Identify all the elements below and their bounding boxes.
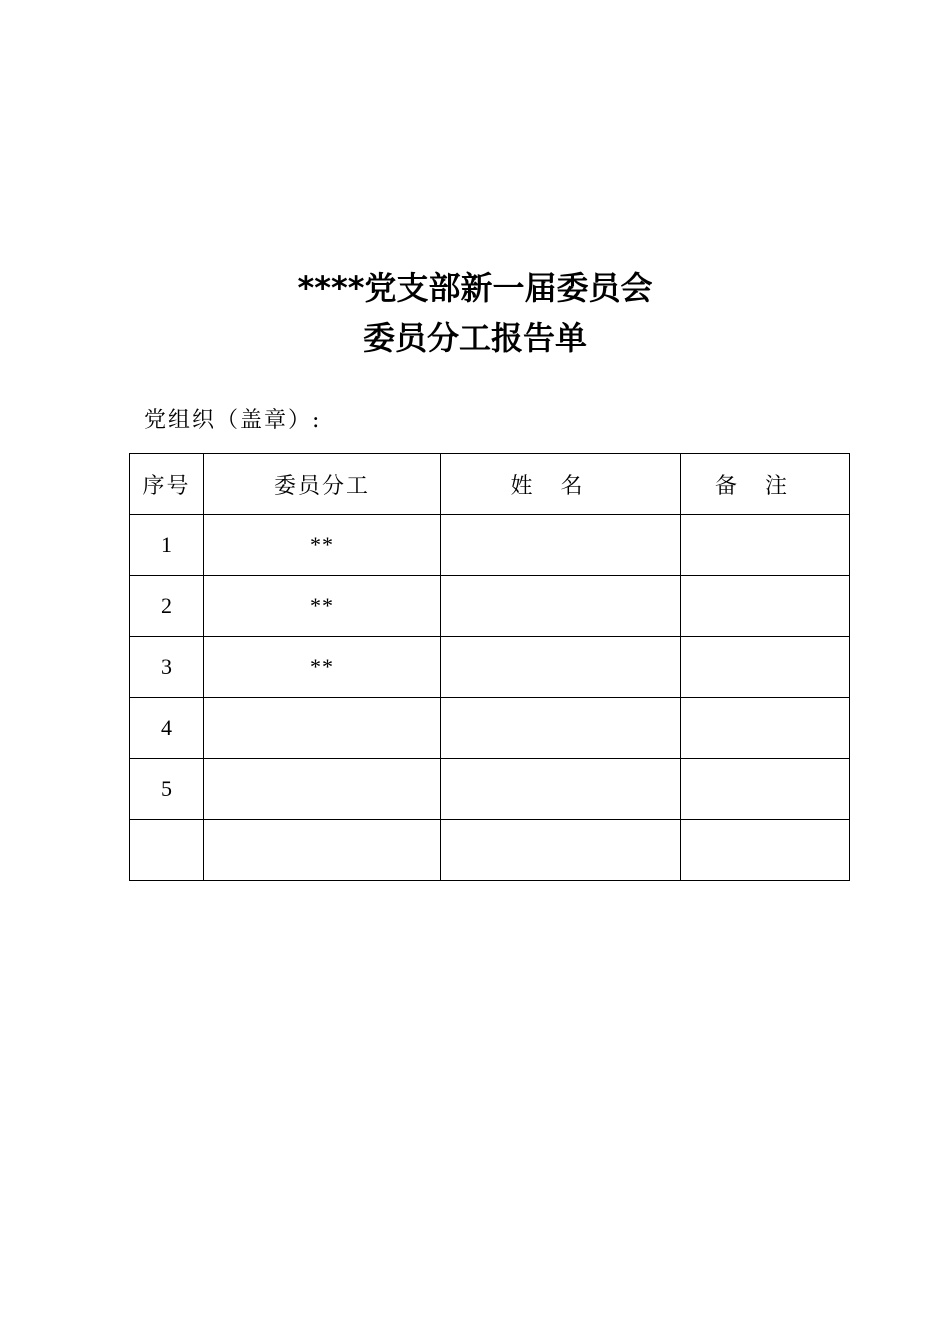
cell-name xyxy=(441,637,681,698)
header-name: 姓名 xyxy=(441,454,681,515)
table-row xyxy=(130,698,850,759)
cell-name xyxy=(441,759,681,820)
party-organization-stamp-label: 党组织（盖章）: xyxy=(144,408,322,433)
cell-seq: 1 xyxy=(130,515,204,576)
table-header-row xyxy=(130,454,850,515)
document-title-line1: ****党支部新一届委员会 xyxy=(297,269,653,307)
cell-note xyxy=(681,698,850,759)
committee-division-table xyxy=(129,453,850,881)
header-note: 备注 xyxy=(681,454,850,515)
cell-name xyxy=(441,515,681,576)
cell-note xyxy=(681,759,850,820)
cell-note xyxy=(681,515,850,576)
cell-role xyxy=(204,759,441,820)
cell-name xyxy=(441,820,681,881)
cell-seq: 3 xyxy=(130,637,204,698)
cell-role xyxy=(204,698,441,759)
cell-role: ** xyxy=(204,576,441,637)
table-row xyxy=(130,759,850,820)
cell-note xyxy=(681,576,850,637)
document-title-line2: 委员分工报告单 xyxy=(362,319,587,357)
cell-note xyxy=(681,820,850,881)
cell-role: ** xyxy=(204,515,441,576)
table-row xyxy=(130,576,850,637)
table-row xyxy=(130,515,850,576)
cell-name xyxy=(441,576,681,637)
cell-seq xyxy=(130,820,204,881)
header-seq: 序号 xyxy=(130,454,204,515)
cell-name xyxy=(441,698,681,759)
cell-role xyxy=(204,820,441,881)
table-row xyxy=(130,820,850,881)
cell-role: ** xyxy=(204,637,441,698)
table-row xyxy=(130,637,850,698)
cell-seq: 4 xyxy=(130,698,204,759)
header-role: 委员分工 xyxy=(204,454,441,515)
cell-note xyxy=(681,637,850,698)
cell-seq: 5 xyxy=(130,759,204,820)
cell-seq: 2 xyxy=(130,576,204,637)
